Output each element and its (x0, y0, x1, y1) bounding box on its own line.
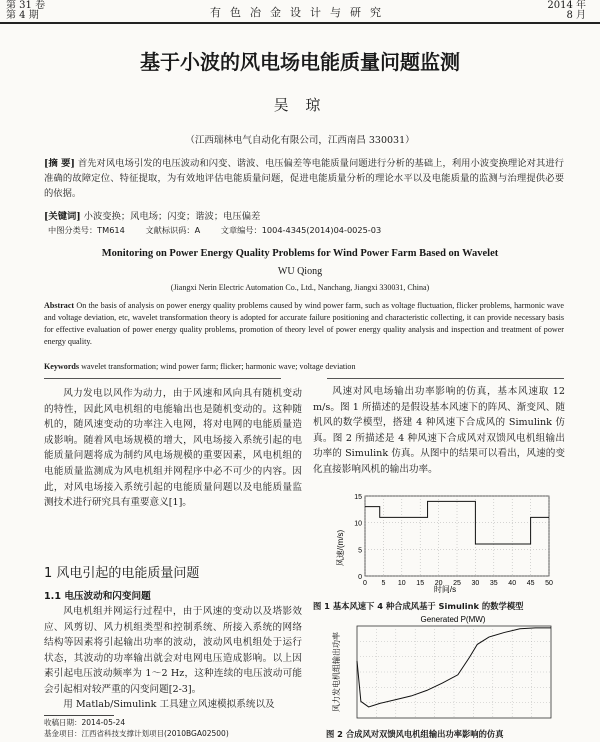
figure-2-caption: 图 2 合成风对双馈风电机组输出功率影响的仿真 (326, 729, 504, 739)
paper-affiliation: （江西瑞林电气自动化有限公司，江西南昌 330031） (185, 135, 415, 146)
paper-author: 吴 琼 (273, 96, 327, 114)
x-tick-label: 0 (363, 580, 367, 587)
figure-1-chart (313, 488, 565, 596)
y-tick-label: 0 (358, 574, 362, 581)
header-rule (0, 22, 600, 24)
english-affiliation: (Jiangxi Nerin Electric Automation Co., Ltd., Nanchang, Jiangxi 330031, China) (170, 283, 430, 292)
running-header (0, 0, 600, 22)
intro-paragraph: 风力发电以风作为动力，由于风速和风向具有随机变动的特性，因此风电机组的电能输出也是随机变动的。这种随机的，随风速变动的功率注入电网，将对电网的电能质量造成影响。随着风电场规模的增大，风电场接入系统引起的电能质量问题将成为制约风电场规模的重要因素，风电机组的电能质量监测成为风电机组并网程序中必不可少的内容。因此，对风电场接入系统引起的电能质量问题以及电能质量监测技术进行研究具有重要意义[1]。 (44, 388, 302, 509)
english-keywords-label: Keywords (44, 362, 80, 371)
header-issue: 第 4 期 (6, 10, 39, 21)
english-keywords (44, 362, 564, 371)
y-tick-label: 15 (354, 494, 362, 501)
y-tick-label: 5 (358, 547, 362, 555)
fig2-series-title: Generated P(MW) (420, 615, 486, 624)
footnote-rule (44, 715, 114, 716)
english-author: WU Qiong (277, 266, 323, 277)
header-right (547, 1, 586, 21)
header-year: 2014 年 (547, 0, 586, 11)
x-tick-label: 40 (508, 580, 517, 587)
paragraph-2: 风电机组并网运行过程中，由于风速的变动以及塔影效应、风剪切、风力机组类型和控制系统、所接入系统的网络结构等因素将引起输出功率的波动，波动风电机组处于运行状态，其波动的功率输出就会对电网电压造成影响。以上因素引起电压波动频率为 1～2 Hz，这种连续的电压波动可能会引起相对较严重的闪变问题[2-3]。 (44, 606, 302, 695)
section-1-heading: 1 风电引起的电能质量问题 (44, 566, 200, 581)
header-journal: 有色冶金设计与研究 (210, 6, 390, 19)
header-month: 8 月 (566, 10, 586, 21)
keywords-cn-label: [关键词] (44, 211, 81, 222)
keywords-cn (44, 208, 564, 222)
x-tick-label: 20 (434, 580, 443, 587)
x-tick-label: 25 (453, 580, 461, 587)
footnote-fund: 基金项目：江西省科技支撑计划项目(2010BGA02500) (44, 729, 229, 738)
keywords-cn-text: 小波变换；风电场；闪变；谐波；电压偏差 (83, 211, 261, 222)
section-1-1-heading: 1.1 电压波动和闪变问题 (44, 591, 151, 602)
abstract-cn-text: 首先对风电场引发的电压波动和闪变、谐波、电压偏差等电能质量问题进行分析的基础上，利用小波变换理论对其进行准确的故障定位、特征提取，为有效地评估电能质量问题，促进电能质量分析的理论水平以及电能质量的监测与治理提供必要的依据。 (44, 158, 564, 199)
english-keywords-text: wavelet transformation; wind power farm; flicker; harmonic wave; voltage deviation (81, 362, 356, 371)
x-tick-label: 50 (545, 580, 553, 587)
paragraph-3: 用 Matlab/Simulink 工具建立风速模拟系统以及 (63, 699, 275, 710)
paper-title: 基于小波的风电场电能质量问题监测 (140, 50, 460, 74)
english-abstract-text: On the basis of analysis on power energy quality problems caused by wind power farm, such as voltage fluctuation, flicker problems, harmonic wave and voltage deviation, etc, wavelet transformation theory is adopted for accurate failure positioning and characteristic collecting, it can provide necessary basis for effective evaluation of power energy quality problems, promotion of theory level of power energy quality analysis and inspection and treatment of power energy quality. (44, 301, 564, 346)
abstract-cn (44, 156, 564, 201)
x-tick-label: 5 (381, 580, 386, 587)
english-title: Monitoring on Power Energy Quality Problems for Wind Power Farm Based on Wavelet (101, 248, 499, 259)
figure-2-chart (313, 614, 565, 722)
footnote-received: 收稿日期：2014-05-24 (44, 718, 126, 727)
article-number: 文章编号：1004-4345(2014)04-0025-03 (220, 225, 382, 235)
abstract-cn-label: [摘 要] (44, 158, 75, 169)
x-tick-label: 10 (397, 580, 406, 587)
fig2-ylabel: 风力发电机组输出功率 (332, 632, 341, 712)
doc-code: 文献标识码：A (145, 225, 201, 235)
figure-1-caption: 图 1 基本风速下 4 种合成风基于 Simulink 的数学模型 (313, 601, 524, 611)
english-abstract (44, 300, 564, 348)
x-tick-label: 30 (471, 580, 480, 587)
x-tick-label: 35 (489, 580, 498, 587)
fig1-xlabel: 时间/s (433, 585, 457, 594)
header-volume: 第 31 卷 (6, 0, 46, 11)
x-tick-label: 15 (416, 580, 425, 587)
classification-line (48, 225, 568, 236)
right-paragraph-1: 风速对风电场输出功率影响的仿真，基本风速取 12 m/s。图 1 所描述的是假设基本风速下的阵风、渐变风、随机风的数学模型，搭建 4 种风速下合成风的 Simulink 仿真。图 2 所描述是 4 种风速下合成风对双馈风电机组输出功率的 Simulink 仿真。从图中的结果可以看出，风速的变化直接影响风机的输出功率。 (313, 386, 565, 475)
section-separator (44, 378, 564, 379)
english-abstract-label: Abstract (44, 301, 75, 310)
clc-number: 中图分类号：TM614 (48, 225, 125, 235)
x-tick-label: 45 (526, 580, 535, 587)
y-tick-label: 10 (354, 520, 362, 528)
fig1-ylabel: 风速/(m/s) (336, 529, 345, 567)
